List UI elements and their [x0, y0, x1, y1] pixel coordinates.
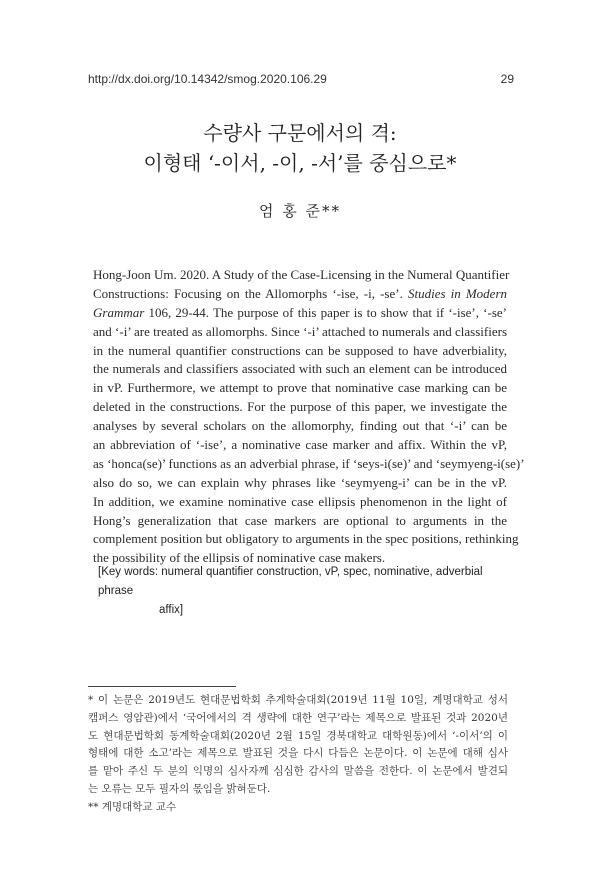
footnote-line: 는 오류는 모두 필자의 몫임을 밝혀둔다.	[88, 782, 271, 795]
footnote-divider	[88, 686, 236, 687]
journal-name: Studies in Modern	[407, 285, 508, 301]
author-name: 엄 홍 준**	[258, 202, 341, 220]
abstract-line: analyses by several scholars on the allomorphy, finding out that ‘-i’ can be	[93, 418, 507, 434]
journal-name-cont: Grammar	[93, 304, 145, 320]
footnotes	[88, 692, 508, 817]
footnote-line: 도 현대문법학회 동계학술대회(2020년 2월 15일 경북대학교 대학원동)에서 ‘-이서’의 이	[88, 729, 508, 742]
title-line-2: 이형태 ‘-이서, -이, -서’를 중심으로*	[143, 151, 457, 175]
footnote-line: * 이 논문은 2019년도 현대문법학회 추계학술대회(2019년 11월 10일, 계명대학교 성서	[88, 694, 508, 706]
abstract-line: the possibility of the ellipsis of nominative case makers.	[93, 550, 386, 566]
abstract-line: also do so, we can explain why phrases like ‘seymyeng-i’ can be in the vP.	[93, 474, 507, 490]
abstract-line: an abbreviation of ‘-ise’, a nominative case marker and affix. Within the vP,	[93, 437, 507, 453]
page-number: 29	[500, 72, 514, 86]
abstract	[93, 266, 525, 568]
abstract-line: in the numeral quantifier constructions can be supposed to have adverbiality,	[93, 342, 507, 358]
abstract-line: the numerals and classifiers associated with such an element can be introduced	[93, 361, 507, 377]
abstract-line: In addition, we examine nominative case ellipsis phenomenon in the light of	[93, 493, 507, 509]
footnote-line: 를 맡아 주신 두 분의 익명의 심사자께 심심한 감사의 말씀을 전한다. 이 논문에서 발견되	[88, 765, 508, 778]
abstract-line: Constructions: Focusing on the Allomorphs ‘-ise, -i, -se’. Studies in Modern	[93, 285, 508, 301]
abstract-line: Grammar 106, 29-44. The purpose of this paper is to show that if ‘-ise’, ‘-se’	[93, 304, 507, 320]
keywords	[98, 563, 508, 620]
abstract-line: and ‘-i’ are treated as allomorphs. Since ‘-i’ attached to numerals and classifiers	[93, 323, 507, 339]
running-header	[88, 72, 514, 86]
abstract-line: Hong’s generalization that case markers are optional to arguments in the	[93, 512, 507, 528]
abstract-line: in vP. Furthermore, we attempt to prove that nominative case marking can be	[93, 380, 507, 396]
title-line-1: 수량사 구문에서의 격:	[203, 121, 397, 145]
abstract-line: complement position but obligatory to arguments in the spec positions, rethinking	[93, 531, 519, 547]
footnote-line: ** 계명대학교 교수	[88, 800, 177, 813]
keywords-line-1: [Key words: numeral quantifier construction, vP, spec, nominative, adverbial phrase	[98, 566, 483, 597]
abstract-line: deleted in the constructions. For the purpose of this paper, we investigate the	[93, 399, 507, 415]
paper-title	[0, 118, 600, 178]
footnote-line: 형태에 대한 소고’라는 제목으로 발표된 것을 다시 다듬은 논문이다. 이 논문에 대해 심사	[88, 747, 508, 760]
abstract-line: as ‘honca(se)’ functions as an adverbial phrase, if ‘seys-i(se)’ and ‘seymyeng-i(se)’	[93, 455, 525, 471]
keywords-line-2: affix]	[159, 604, 184, 616]
doi-link[interactable]: http://dx.doi.org/10.14342/smog.2020.106.29	[88, 72, 327, 86]
footnote-line: 캠퍼스 영암관)에서 ‘국어에서의 격 생략에 대한 연구’라는 제목으로 발표된 것과 2020년	[88, 711, 508, 724]
abstract-line: Hong-Joon Um. 2020. A Study of the Case-Licensing in the Numeral Quantifier	[93, 267, 510, 282]
